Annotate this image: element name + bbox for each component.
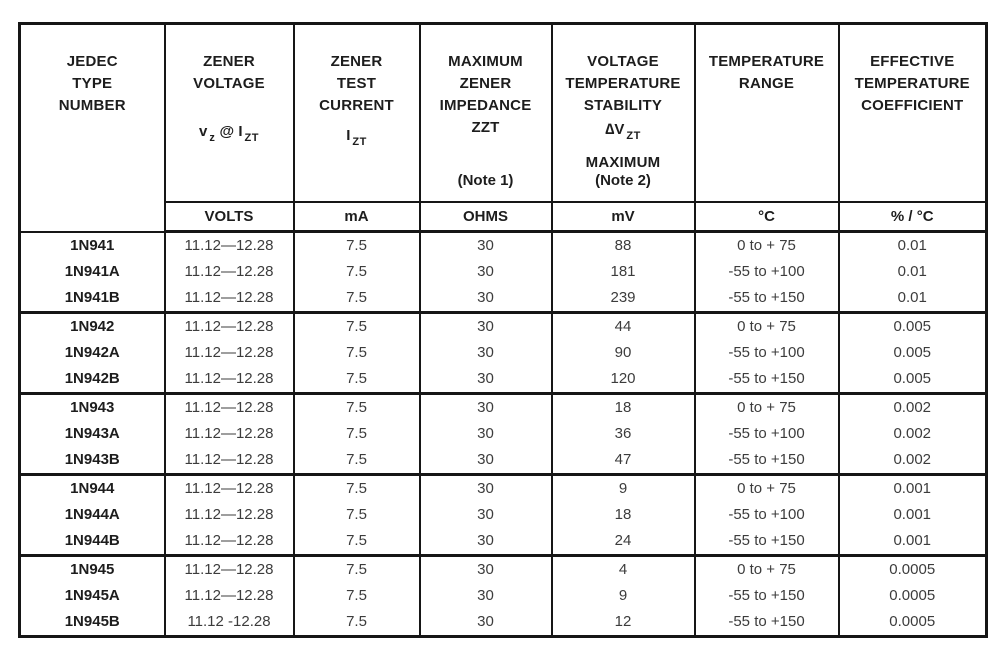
cell-impedance (420, 475, 552, 556)
value-temp-range: -55 to +100 (728, 425, 805, 442)
cell-voltage (165, 313, 294, 394)
type-number: 1N943 (70, 399, 115, 416)
cell-stability (552, 394, 695, 475)
cell-temp-range (695, 232, 839, 313)
value-stability: 120 (610, 370, 636, 387)
unit-ma: mA (294, 202, 420, 232)
header-line: COEFFICIENT (861, 97, 964, 114)
value-current: 7.5 (346, 425, 367, 442)
value-coefficient: 0.01 (897, 237, 927, 254)
unit-celsius: °C (695, 202, 839, 232)
value-current: 7.5 (346, 344, 367, 361)
cell-coefficient (839, 556, 987, 637)
value-stability: 90 (614, 344, 632, 361)
spec-table (18, 22, 988, 638)
cell-temp-range (695, 556, 839, 637)
value-voltage: 11.12—12.28 (184, 561, 274, 578)
value-stability: 9 (618, 480, 628, 497)
header-line: RANGE (738, 75, 795, 92)
value-coefficient: 0.002 (893, 399, 932, 416)
value-voltage: 11.12—12.28 (184, 506, 274, 523)
value-impedance: 30 (477, 399, 494, 416)
cell-temp-range (695, 394, 839, 475)
cell-voltage (165, 556, 294, 637)
header-temperature-range (695, 24, 839, 202)
formula-text: v (199, 123, 208, 140)
value-voltage: 11.12—12.28 (184, 587, 274, 604)
header-max-zener-impedance (420, 24, 552, 202)
value-stability: 18 (614, 506, 632, 523)
formula-text: ∆V (605, 121, 625, 138)
formula-text: @ I (215, 123, 243, 140)
value-voltage: 11.12—12.28 (184, 370, 274, 387)
value-current: 7.5 (346, 237, 367, 254)
value-voltage: 11.12—12.28 (184, 344, 274, 361)
value-stability: 239 (610, 289, 636, 306)
cell-current (294, 394, 420, 475)
unit-ohms: OHMS (420, 202, 552, 232)
value-current: 7.5 (346, 561, 367, 578)
value-impedance: 30 (477, 506, 494, 523)
header-line: ZENER (203, 53, 255, 70)
value-coefficient: 0.001 (893, 532, 932, 549)
cell-voltage (165, 394, 294, 475)
cell-stability (552, 313, 695, 394)
cell-coefficient (839, 313, 987, 394)
value-temp-range: 0 to + 75 (737, 399, 796, 416)
value-impedance: 30 (477, 480, 494, 497)
value-coefficient: 0.001 (893, 506, 932, 523)
type-number: 1N945A (64, 587, 120, 604)
cell-current (294, 313, 420, 394)
value-current: 7.5 (346, 532, 367, 549)
value-temp-range: -55 to +150 (728, 587, 805, 604)
cell-impedance (420, 556, 552, 637)
value-stability: 12 (614, 613, 632, 630)
value-impedance: 30 (477, 289, 494, 306)
value-temp-range: 0 to + 75 (737, 318, 796, 335)
table-row (20, 394, 987, 475)
value-voltage: 11.12—12.28 (184, 425, 274, 442)
header-line: TYPE (72, 75, 113, 92)
formula-subscript: ZT (352, 136, 367, 148)
formula-subscript: z (209, 132, 216, 144)
cell-type (20, 394, 165, 475)
header-line: TEMPERATURE (708, 53, 825, 70)
value-stability: 44 (614, 318, 632, 335)
cell-coefficient (839, 232, 987, 313)
value-coefficient: 0.002 (893, 425, 932, 442)
type-number: 1N943B (64, 451, 120, 468)
value-coefficient: 0.0005 (889, 613, 936, 630)
value-stability: 36 (614, 425, 632, 442)
header-line: IMPEDANCE (439, 97, 532, 114)
value-impedance: 30 (477, 318, 494, 335)
cell-voltage (165, 475, 294, 556)
value-stability: 18 (614, 399, 632, 416)
value-stability: 9 (618, 587, 628, 604)
value-coefficient: 0.005 (893, 318, 932, 335)
header-line: EFFECTIVE (870, 53, 955, 70)
value-current: 7.5 (346, 399, 367, 416)
header-line: VOLTAGE (193, 75, 265, 92)
value-temp-range: -55 to +150 (728, 532, 805, 549)
value-voltage: 11.12 -12.28 (187, 613, 271, 630)
value-impedance: 30 (477, 425, 494, 442)
value-current: 7.5 (346, 370, 367, 387)
value-current: 7.5 (346, 587, 367, 604)
value-temp-range: -55 to +100 (728, 506, 805, 523)
type-number: 1N944 (70, 480, 115, 497)
value-stability: 4 (618, 561, 628, 578)
value-temp-range: -55 to +100 (728, 344, 805, 361)
header-line: MAXIMUM (448, 53, 523, 70)
header-line: JEDEC (66, 53, 118, 70)
zener-voltage-formula (166, 121, 293, 149)
value-voltage: 11.12—12.28 (184, 289, 274, 306)
header-line: VOLTAGE (587, 53, 659, 70)
cell-impedance (420, 232, 552, 313)
value-voltage: 11.12—12.28 (184, 532, 274, 549)
type-number: 1N944A (64, 506, 120, 523)
cell-current (294, 556, 420, 637)
value-current: 7.5 (346, 289, 367, 306)
type-number: 1N941 (70, 236, 115, 254)
value-voltage: 11.12—12.28 (184, 263, 274, 280)
cell-coefficient (839, 475, 987, 556)
note-2-reference: (Note 2) (595, 171, 651, 189)
cell-type (20, 232, 165, 313)
value-current: 7.5 (346, 318, 367, 335)
value-coefficient: 0.01 (897, 263, 927, 280)
type-number: 1N941B (64, 288, 120, 306)
value-coefficient: 0.0005 (889, 587, 936, 604)
type-number: 1N942 (70, 318, 115, 335)
header-line: CURRENT (319, 97, 394, 114)
header-line: NUMBER (58, 97, 126, 114)
header-title-row (20, 24, 987, 202)
value-temp-range: -55 to +150 (728, 451, 805, 468)
type-number: 1N944B (64, 532, 120, 549)
units-row (20, 202, 987, 232)
value-current: 7.5 (346, 480, 367, 497)
cell-current (294, 232, 420, 313)
value-voltage: 11.12—12.28 (184, 237, 274, 254)
value-impedance: 30 (477, 532, 494, 549)
value-impedance: 30 (477, 370, 494, 387)
cell-stability (552, 556, 695, 637)
cell-stability (552, 232, 695, 313)
cell-temp-range (695, 313, 839, 394)
table-row (20, 313, 987, 394)
value-coefficient: 0.001 (893, 480, 932, 497)
header-line: ZENER (459, 75, 512, 92)
header-zener-test-current (294, 24, 420, 202)
header-line: TEMPERATURE (565, 75, 681, 92)
unit-percent-per-celsius: % / °C (839, 202, 987, 232)
formula-text: I (346, 127, 351, 144)
table-header (20, 24, 987, 232)
header-line: MAXIMUM (585, 154, 661, 171)
value-voltage: 11.12—12.28 (184, 480, 274, 497)
value-impedance: 30 (477, 344, 494, 361)
type-number: 1N943A (64, 425, 120, 442)
cell-coefficient (839, 394, 987, 475)
value-coefficient: 0.005 (893, 344, 932, 361)
header-voltage-temp-stability (552, 24, 695, 202)
value-impedance: 30 (477, 263, 494, 280)
value-voltage: 11.12—12.28 (184, 318, 274, 335)
value-temp-range: 0 to + 75 (737, 237, 796, 254)
value-stability: 181 (610, 263, 636, 280)
cell-impedance (420, 394, 552, 475)
value-coefficient: 0.0005 (889, 561, 936, 578)
cell-type (20, 556, 165, 637)
test-current-formula (295, 125, 419, 153)
type-number: 1N942B (64, 370, 120, 387)
header-line: TEST (336, 75, 377, 92)
header-zener-voltage (165, 24, 294, 202)
cell-type (20, 313, 165, 394)
cell-temp-range (695, 475, 839, 556)
formula-subscript: ZT (244, 132, 259, 144)
formula-subscript: ZT (626, 130, 641, 142)
value-impedance: 30 (477, 451, 494, 468)
type-number: 1N945 (70, 561, 115, 578)
cell-type (20, 475, 165, 556)
table-row (20, 232, 987, 313)
value-coefficient: 0.005 (893, 370, 932, 387)
table-row (20, 556, 987, 637)
type-number: 1N945B (64, 613, 120, 630)
unit-volts: VOLTS (165, 202, 294, 232)
header-line: ZENER (330, 53, 383, 70)
type-number: 1N941A (64, 262, 120, 280)
value-temp-range: 0 to + 75 (737, 480, 796, 497)
value-temp-range: -55 to +150 (728, 613, 805, 630)
value-impedance: 30 (477, 613, 494, 630)
value-impedance: 30 (477, 587, 494, 604)
value-coefficient: 0.01 (897, 289, 927, 306)
type-number: 1N942A (64, 344, 120, 361)
header-line: ZZT (471, 119, 500, 136)
header-effective-temp-coefficient (839, 24, 987, 202)
value-stability: 24 (614, 532, 632, 549)
header-line: TEMPERATURE (854, 75, 970, 92)
value-temp-range: -55 to +150 (728, 370, 805, 387)
cell-current (294, 475, 420, 556)
note-1-reference: (Note 1) (457, 171, 514, 189)
value-current: 7.5 (346, 451, 367, 468)
cell-stability (552, 475, 695, 556)
value-voltage: 11.12—12.28 (184, 451, 274, 468)
value-current: 7.5 (346, 506, 367, 523)
cell-voltage (165, 232, 294, 313)
value-stability: 88 (614, 237, 632, 254)
value-coefficient: 0.002 (893, 451, 932, 468)
cell-impedance (420, 313, 552, 394)
value-temp-range: 0 to + 75 (737, 561, 796, 578)
header-jedec-type-number (20, 24, 165, 232)
value-current: 7.5 (346, 263, 367, 280)
value-stability: 47 (614, 451, 632, 468)
table-row (20, 475, 987, 556)
unit-mv: mV (552, 202, 695, 232)
value-current: 7.5 (346, 613, 367, 630)
delta-vzt-formula (553, 119, 694, 147)
value-temp-range: -55 to +100 (728, 263, 805, 280)
value-voltage: 11.12—12.28 (184, 399, 274, 416)
table-body (20, 232, 987, 637)
value-impedance: 30 (477, 561, 494, 578)
value-impedance: 30 (477, 237, 494, 254)
header-line: STABILITY (583, 97, 663, 114)
value-temp-range: -55 to +150 (728, 289, 805, 306)
